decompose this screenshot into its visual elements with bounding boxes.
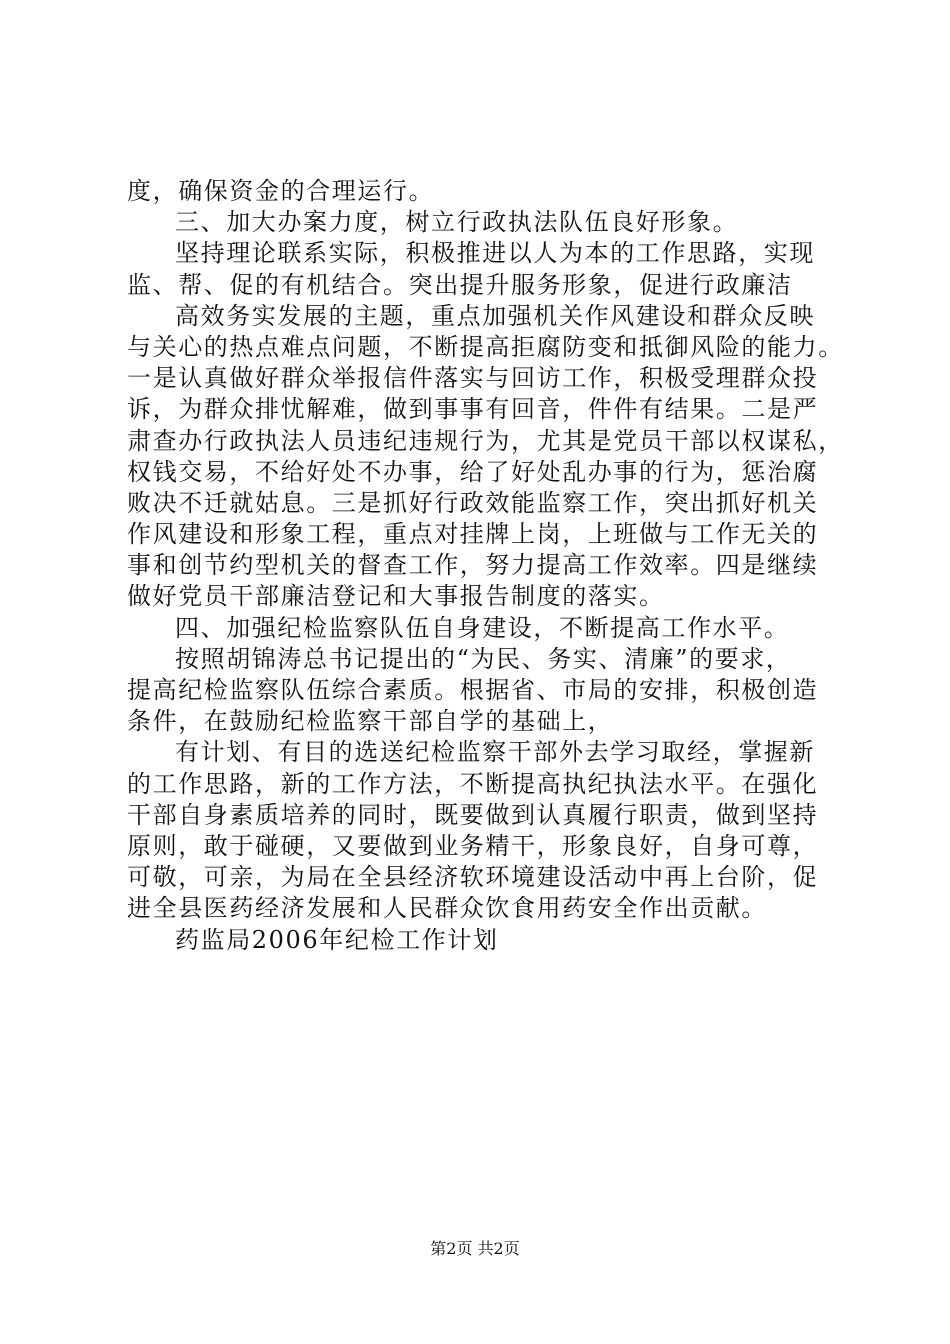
text-line: 做好党员干部廉洁登记和大事报告制度的落实。 — [127, 582, 665, 611]
text-line: 权钱交易，不给好处不办事，给了好处乱办事的行为，惩治腐 — [127, 457, 819, 486]
text-line: 有计划、有目的选送纪检监察干部外去学习取经，掌握新 — [175, 738, 815, 767]
text-line: 条件，在鼓励纪检监察干部自学的基础上， — [127, 707, 614, 736]
text-line: 提高纪检监察队伍综合素质。根据省、市局的安排，积极创造 — [127, 676, 819, 704]
text-line: 高效务实发展的主题，重点加强机关作风建设和群众反映 — [175, 301, 815, 330]
text-line: 按照胡锦涛总书记提出的“为民、务实、清廉”的要求， — [175, 644, 792, 673]
text-line: 可敬，可亲，为局在全县经济软环境建设活动中再上台阶，促 — [127, 863, 819, 892]
text-line: 诉，为群众排忧解难，做到事事有回音，件件有结果。二是严 — [127, 395, 819, 424]
text-line: 一是认真做好群众举报信件落实与回访工作，积极受理群众投 — [127, 364, 819, 393]
text-line: 干部自身素质培养的同时，既要做到认真履行职责，做到坚持 — [127, 800, 819, 829]
document-title-line: 药监局2006年纪检工作计划 — [175, 925, 499, 954]
text-line: 败决不迁就姑息。三是抓好行政效能监察工作，突出抓好机关 — [127, 488, 819, 517]
page-footer: 第2页 共2页 — [430, 1239, 520, 1258]
text-line: 坚持理论联系实际，积极推进以人为本的工作思路，实现 — [175, 239, 815, 268]
section-heading: 四、加强纪检监察队伍自身建设，不断提高工作水平。 — [175, 613, 790, 642]
text-line: 的工作思路，新的工作方法，不断提高执纪执法水平。在强化 — [127, 769, 819, 798]
text-line: 度，确保资金的合理运行。 — [127, 177, 435, 205]
text-line: 肃查办行政执法人员违纪违规行为，尤其是党员干部以权谋私， — [127, 426, 844, 455]
text-line: 作风建设和形象工程，重点对挂牌上岗，上班做与工作无关的 — [127, 520, 819, 549]
text-line: 事和创节约型机关的督查工作，努力提高工作效率。四是继续 — [127, 551, 819, 580]
text-line: 与关心的热点难点问题，不断提高拒腐防变和抵御风险的能力。 — [127, 332, 844, 361]
document-body — [127, 176, 847, 956]
text-line: 监、帮、促的有机结合。突出提升服务形象，促进行政廉洁 — [127, 270, 793, 299]
text-line: 原则，敢于碰硬，又要做到业务精干，形象良好，自身可尊， — [127, 831, 819, 860]
text-line: 进全县医药经济发展和人民群众饮食用药安全作出贡献。 — [127, 894, 767, 923]
section-heading: 三、加大办案力度，树立行政执法队伍良好形象。 — [175, 208, 739, 237]
